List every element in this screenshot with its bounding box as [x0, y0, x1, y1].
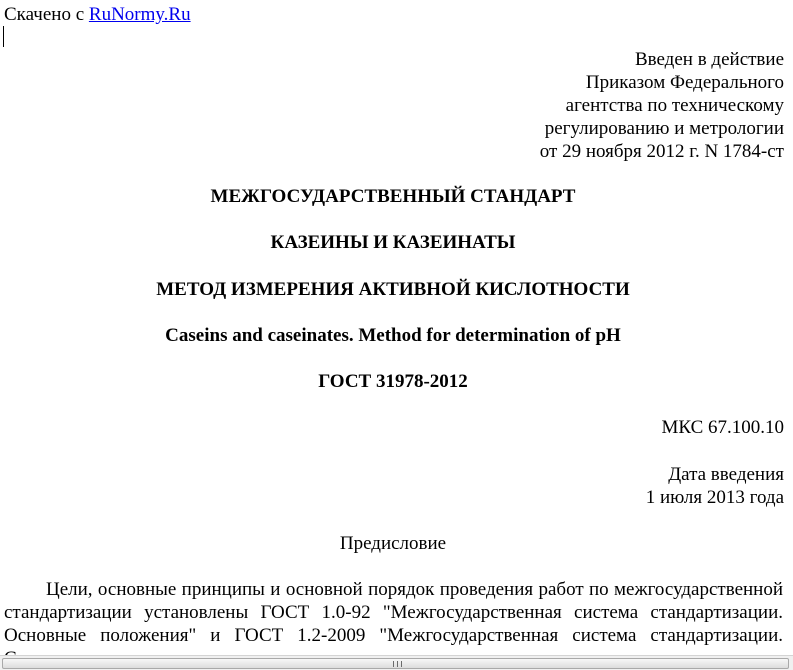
- source-prefix: Скачено с: [4, 4, 85, 25]
- introduction-date: [646, 463, 784, 509]
- english-title: Caseins and caseinates. Method for determination of pH: [165, 325, 621, 346]
- mks-code: МКС 67.100.10: [661, 417, 784, 438]
- horizontal-scrollbar[interactable]: [0, 655, 793, 670]
- preface-paragraph: Цели, основные принципы и основной порядок проведения работ по межгосударственной стандартизации установлены ГОСТ 1.0-92 "Межгосударственная система стандартизации. Основные положения" и ГОСТ 1.2-2009 "Межгосударственная система стандартизации.: [4, 579, 783, 646]
- enactment-line: агентства по техническому: [565, 95, 784, 116]
- enactment-line: от 29 ноября 2012 г. N 1784-ст: [539, 141, 784, 162]
- enactment-note: [540, 48, 784, 163]
- text-cursor: [3, 26, 4, 47]
- grip-icon: [393, 661, 402, 667]
- introduction-date-value: 1 июля 2013 года: [645, 487, 784, 508]
- preface-title: Предисловие: [339, 533, 447, 554]
- enactment-line: Приказом Федерального: [585, 72, 784, 93]
- method-title: МЕТОД ИЗМЕРЕНИЯ АКТИВНОЙ КИСЛОТНОСТИ: [156, 279, 630, 300]
- source-line: [4, 4, 191, 26]
- standard-title: КАЗЕИНЫ И КАЗЕИНАТЫ: [270, 232, 516, 253]
- scrollbar-thumb[interactable]: [2, 658, 789, 669]
- introduction-date-label: Дата введения: [668, 464, 784, 485]
- enactment-line: регулированию и метрологии: [544, 118, 784, 139]
- standard-type-heading: МЕЖГОСУДАРСТВЕННЫЙ СТАНДАРТ: [210, 186, 576, 207]
- gost-number: ГОСТ 31978-2012: [318, 371, 468, 392]
- enactment-line: Введен в действие: [634, 49, 784, 70]
- source-link[interactable]: RuNormy.Ru: [88, 4, 191, 25]
